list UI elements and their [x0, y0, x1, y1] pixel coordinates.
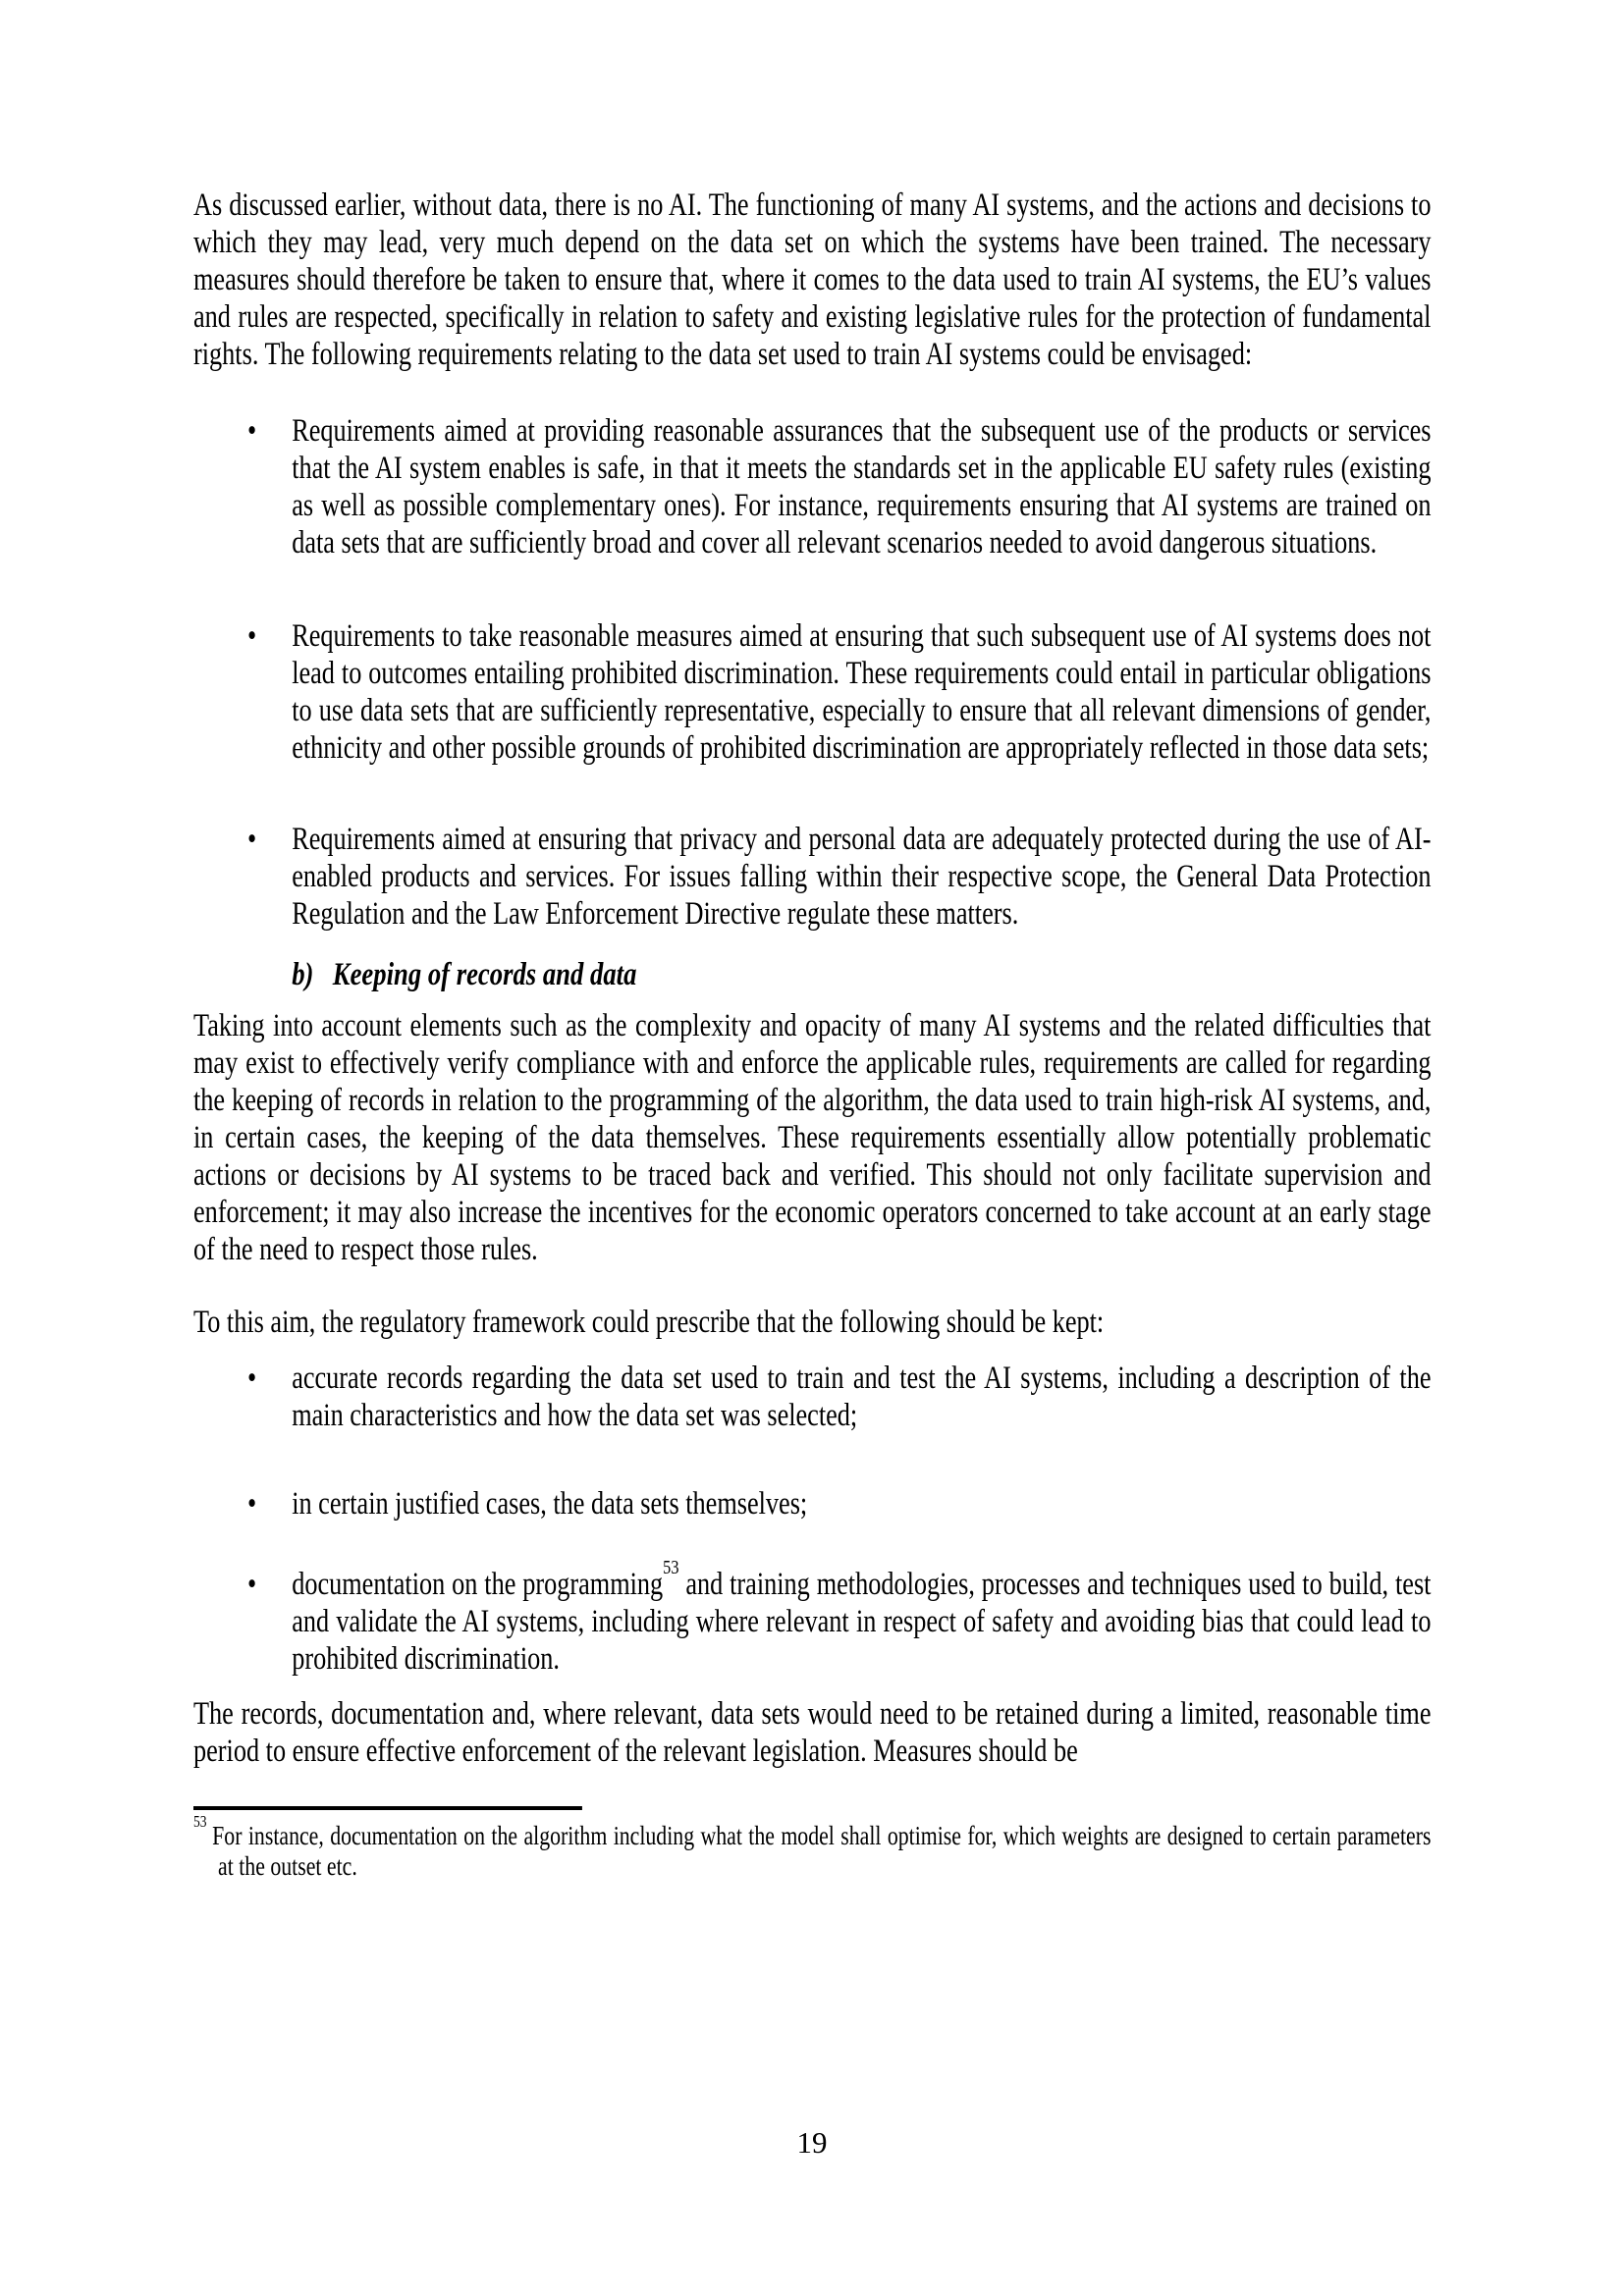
- bullet-icon: •: [246, 1567, 257, 1602]
- footnote: [193, 1812, 1432, 1882]
- list-item-text-post: and training methodologies, processes and techniques used to build, test and validate the AI systems, including where relevant in respect of safety and avoiding bias that could lead to prohibited discrimination.: [292, 1567, 1432, 1677]
- list-item-text-pre: documentation on the programming: [292, 1567, 664, 1602]
- list-item-privacy: [193, 821, 1431, 933]
- paragraph-aim: To this aim, the regulatory framework could prescribe that the following should be kept:: [193, 1305, 1105, 1340]
- bullet-icon: •: [246, 1361, 257, 1396]
- list-item-safety: [193, 412, 1431, 561]
- bullet-icon: •: [246, 822, 257, 857]
- bullet-icon: •: [246, 1486, 257, 1522]
- footnote-marker: 53: [193, 1812, 207, 1832]
- data-requirements-list: [193, 412, 1431, 933]
- bullet-icon: •: [246, 413, 257, 449]
- footnote-separator: [193, 1806, 582, 1810]
- footnote-reference: 53: [663, 1557, 679, 1579]
- paragraph-intro: As discussed earlier, without data, there is no AI. The functioning of many AI systems, and the actions and decisions to which they may lead, very much depend on the data set on which the systems have been trained. The necessary measures should therefore be taken to ensure that, where it comes to the data used to train AI systems, the EU’s values and rules are respected, specifically in relation to safety and existing legislative rules for the protection of fundamental rights. The following requirements relating to the data set used to train AI systems could be envisaged:: [193, 187, 1432, 372]
- list-item-text: [292, 1557, 1432, 1678]
- footnote-text: For instance, documentation on the algorithm including what the model shall optimise for, which weights are designed to certain parameters at the outset etc.: [212, 1821, 1432, 1881]
- paragraph-records: Taking into account elements such as the complexity and opacity of many AI systems and the related difficulties that may exist to effectively verify compliance with and enforce the applicable rules, requirements are called for regarding the keeping of records in relation to the programming of the algorithm, the data used to train high-risk AI systems, and, in certain cases, the keeping of the data themselves. These requirements essentially allow potentially problematic actions or decisions by AI systems to be traced back and verified. This should not only facilitate supervision and enforcement; it may also increase the incentives for the economic operators concerned to take account at an early stage of the need to respect those rules.: [193, 1008, 1432, 1267]
- page-number: 19: [796, 2125, 828, 2160]
- list-item-text: accurate records regarding the data set used to train and test the AI systems, including a description of the main characteristics and how the data set was selected;: [292, 1361, 1432, 1433]
- paragraph-retention: The records, documentation and, where relevant, data sets would need to be retained during a limited, reasonable time period to ensure effective enforcement of the relevant legislation. Measures should be: [193, 1696, 1432, 1769]
- section-heading: [193, 956, 1431, 993]
- section-heading-title: Keeping of records and data: [332, 957, 637, 992]
- bullet-icon: •: [246, 618, 257, 654]
- list-item-text: Requirements to take reasonable measures aimed at ensuring that such subsequent use of AI systems does not lead to outcomes entailing prohibited discrimination. These requirements could entail in particular obligations to use data sets that are sufficiently representative, especially to ensure that all relevant dimensions of gender, ethnicity and other possible grounds of prohibited discrimination are appropriately reflected in those data sets;: [292, 618, 1432, 766]
- list-item-text: in certain justified cases, the data sets themselves;: [292, 1486, 808, 1522]
- list-item-documentation: [193, 1557, 1432, 1678]
- list-item-text: Requirements aimed at ensuring that privacy and personal data are adequately protected during the use of AI-enabled products and services. For issues falling within their respective scope, the General Data Protection Regulation and the Law Enforcement Directive regulate these matters.: [292, 822, 1432, 932]
- list-item-accurate-records: [193, 1360, 1431, 1434]
- section-heading-label: b): [292, 957, 314, 992]
- list-item-discrimination: [193, 617, 1431, 767]
- records-kept-list: [193, 1360, 1431, 1678]
- list-item-data-sets: [193, 1485, 1431, 1522]
- list-item-text: Requirements aimed at providing reasonable assurances that the subsequent use of the products or services that the AI system enables is safe, in that it meets the standards set in the applicable EU safety rules (existing as well as possible complementary ones). For instance, requirements ensuring that AI systems are trained on data sets that are sufficiently broad and cover all relevant scenarios needed to avoid dangerous situations.: [292, 413, 1432, 561]
- page-content: [193, 187, 1431, 1882]
